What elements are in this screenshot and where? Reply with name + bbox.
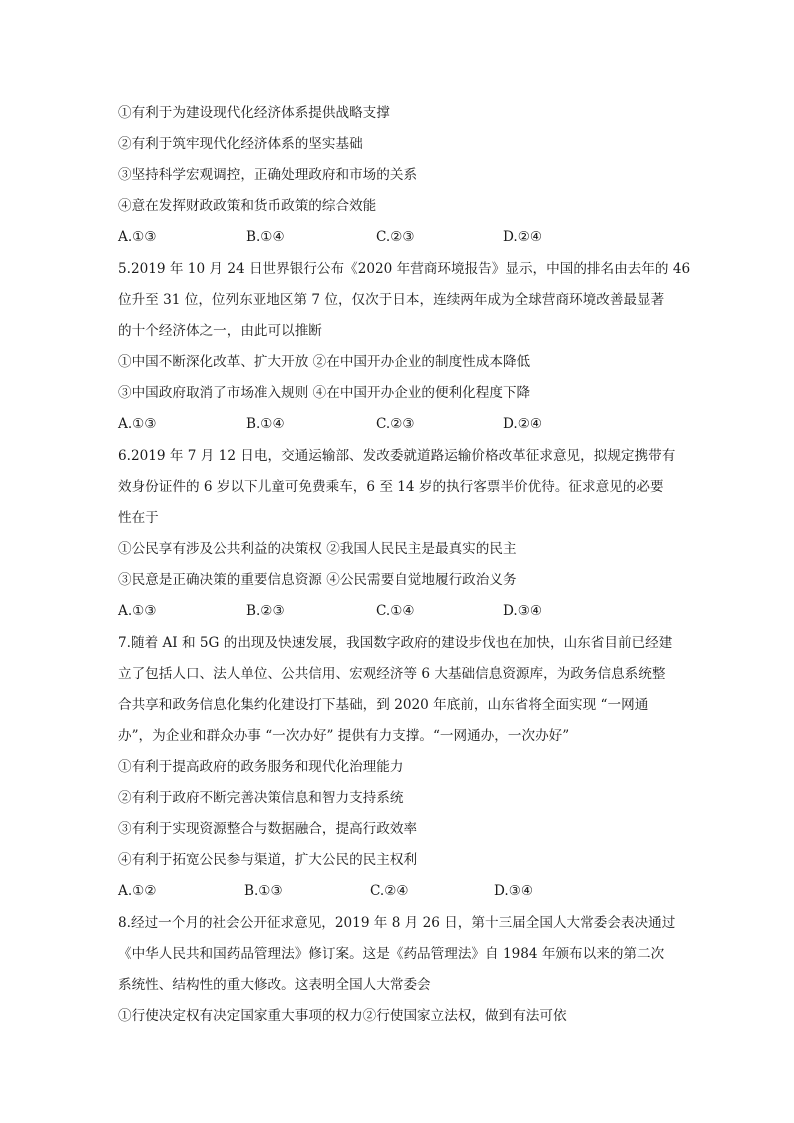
q6-stem-line-1: 6.2019 年 7 月 12 日电，交通运输部、发改委就道路运输价格改革征求意见，拟规定携带有	[118, 448, 676, 464]
q7-stem-line-3: 合共享和政务信息化集约化建设打下基础，到 2020 年底前，山东省将全面实现 “一网通	[118, 697, 649, 713]
q4-statement-2: ②有利于筑牢现代化经济体系的坚实基础	[118, 136, 363, 152]
q7-options	[118, 881, 688, 901]
q4-option-c: C.②③	[376, 229, 415, 245]
q4-statement-1: ①有利于为建设现代化经济体系提供战略支撑	[118, 105, 390, 121]
q7-statement-4: ④有利于拓宽公民参与渠道，扩大公民的民主权利	[118, 852, 418, 868]
q5-stem-line-1: 5.2019 年 10 月 24 日世界银行公布《2020 年营商环境报告》显示，中国的排名由去年的 46	[118, 261, 691, 277]
q4-statement-3: ③坚持科学宏观调控，正确处理政府和市场的关系	[118, 167, 418, 183]
q7-stem-line-4: 办”，为企业和群众办事 “一次办好” 提供有力支撑。“一网通办，一次办好”	[118, 728, 570, 744]
q7-stem-line-2: 立了包括人口、法人单位、公共信用、宏观经济等 6 大基础信息资源库，为政务信息系统整	[118, 666, 666, 682]
q6-option-c: C.①④	[376, 603, 415, 619]
q6-statements-3-4: ③民意是正确决策的重要信息资源 ④公民需要自觉地履行政治义务	[118, 572, 517, 588]
q8-stem-line-2: 《中华人民共和国药品管理法》修订案。这是《药品管理法》自 1984 年颁布以来的第二次	[118, 946, 665, 962]
q7-option-b: B.①③	[244, 883, 283, 899]
q7-stem-line-1: 7.随着 AI 和 5G 的出现及快速发展，我国数字政府的建设步伐也在加快，山东省目前已经建	[118, 635, 673, 651]
q5-option-b: B.①④	[246, 416, 285, 432]
q7-option-d: D.③④	[494, 883, 534, 899]
q8-stem-line-3: 系统性、结构性的重大修改。这表明全国人大常委会	[118, 977, 431, 993]
q8-statements-1-2: ①行使决定权有决定国家重大事项的权力②行使国家立法权，做到有法可依	[118, 1008, 567, 1024]
q7-statement-2: ②有利于政府不断完善决策信息和智力支持系统	[118, 790, 404, 806]
q6-stem-line-3: 性在于	[118, 510, 159, 526]
q7-option-a: A.①②	[118, 883, 157, 899]
q5-options	[118, 414, 688, 434]
q4-options	[118, 227, 688, 247]
q4-statement-4: ④意在发挥财政政策和货币政策的综合效能	[118, 198, 377, 214]
q5-statements-3-4: ③中国政府取消了市场准入规则 ④在中国开办企业的便利化程度下降	[118, 385, 531, 401]
q5-option-a: A.①③	[118, 416, 157, 432]
q4-option-d: D.②④	[503, 229, 543, 245]
q5-option-d: D.②④	[503, 416, 543, 432]
q7-statement-1: ①有利于提高政府的政务服务和现代化治理能力	[118, 759, 404, 775]
q6-statements-1-2: ①公民享有涉及公共利益的决策权 ②我国人民民主是最真实的民主	[118, 541, 517, 557]
q6-options	[118, 601, 688, 621]
q6-stem-line-2: 效身份证件的 6 岁以下儿童可免费乘车，6 至 14 岁的执行客票半价优待。征求意见的必要	[118, 479, 664, 495]
q4-option-b: B.①④	[246, 229, 285, 245]
q7-statement-3: ③有利于实现资源整合与数据融合，提高行政效率	[118, 821, 418, 837]
q7-option-c: C.②④	[370, 883, 409, 899]
q6-option-a: A.①③	[118, 603, 157, 619]
q6-option-d: D.③④	[503, 603, 543, 619]
q5-option-c: C.②③	[376, 416, 415, 432]
q5-stem-line-2: 位升至 31 位，位列东亚地区第 7 位，仅次于日本，连续两年成为全球营商环境改善最显著	[118, 292, 665, 308]
q6-option-b: B.②③	[246, 603, 285, 619]
q5-statements-1-2: ①中国不断深化改革、扩大开放 ②在中国开办企业的制度性成本降低	[118, 354, 531, 370]
q4-option-a: A.①③	[118, 229, 157, 245]
q5-stem-line-3: 的十个经济体之一，由此可以推断	[118, 323, 322, 339]
q8-stem-line-1: 8.经过一个月的社会公开征求意见，2019 年 8 月 26 日，第十三届全国人大常委会表决通过	[118, 915, 676, 931]
